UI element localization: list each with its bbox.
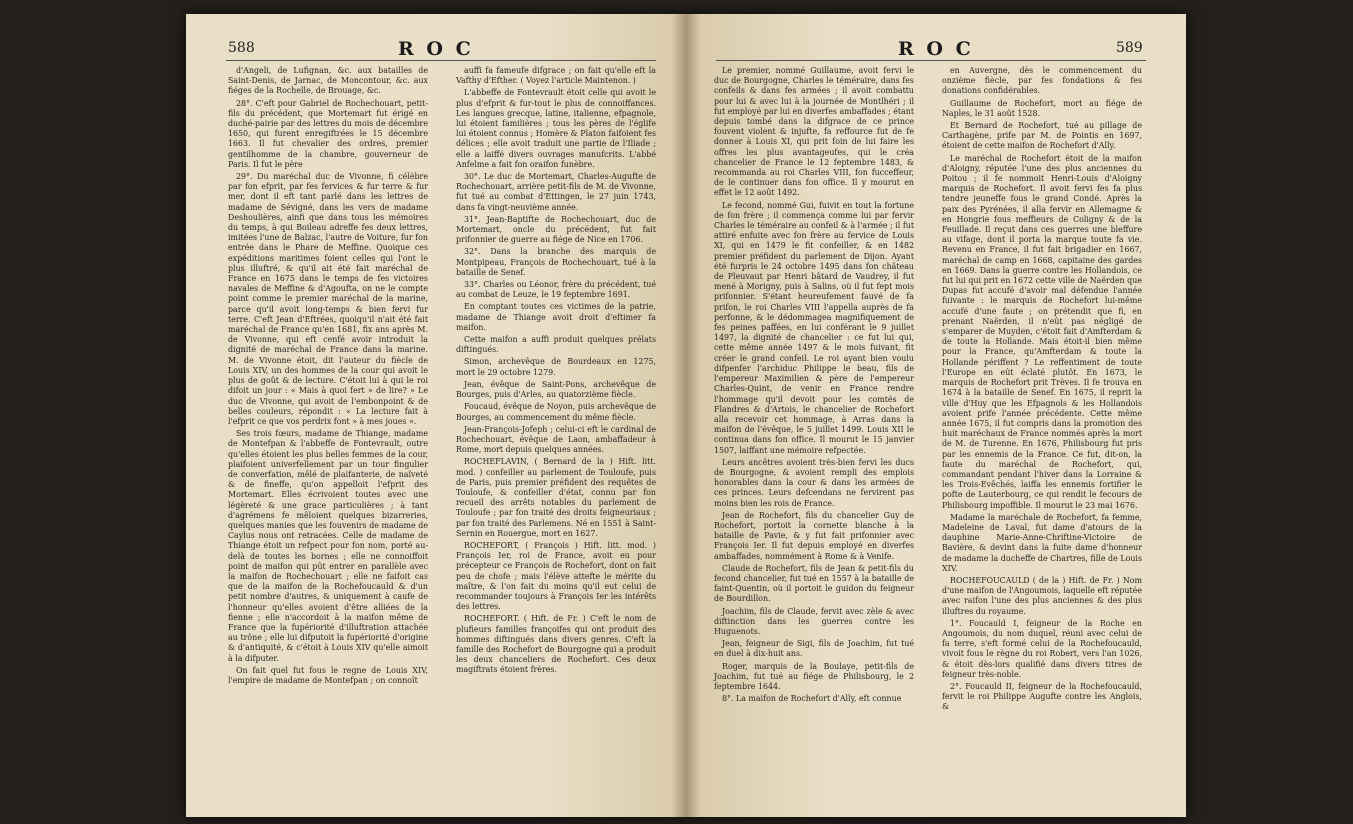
- paragraph: L'abbeffe de Fontevrault étoit celle qui avoit le plus d'efprit & fur-tout le plus de connoiffances. Les langues grecque, latine, italienne, efpagnole, lui étoient familières ; tous les pères de l'églife lui étoient connus ; Homère & Platon faifoient fes délices ; elle avoit traduit une partie de l'Iliade ; elle a laiffé divers ouvrages manufcrits. L'abbé Anfelme a fait fon oraifon funèbre.: [456, 88, 656, 169]
- paragraph: 31°. Jean-Baptifte de Rochechouart, duc de Mortemart, oncle du précédent, fut fait prifonnier de guerre au fiége de Nice en 1706.: [456, 214, 656, 245]
- paragraph: Cette maifon a auffi produit quelques prélats diftingués.: [456, 335, 656, 355]
- paragraph: 2°. Foucauld II, feigneur de la Rochefoucauld, fervit le roi Philippe Augufte contre les Anglois, &: [942, 681, 1142, 712]
- page-number: 588: [228, 40, 255, 56]
- paragraph: Jean de Rochefort, fils du chancelier Guy de Rochefort, portoit la cornette blanche à la bataille de Pavie, & y fut fait prifonnier avec François Ier. Il fut depuis employé en diverfes ambaffades, nommément à Rome & à Venife.: [714, 510, 914, 561]
- text-column-2: [942, 66, 1142, 715]
- paragraph: Le premier, nommé Guillaume, avoit fervi le duc de Bourgogne, Charles le téméraire, dans fes confeils & dans fes armées ; il avoit combattu pour lui & avec lui à la journée de Montlhéri ; il fut employé par lui en diverfes ambaffades ; étant depuis tombé dans la difgrace de ce prince fouvent violent & injufte, fa reffource fut de fe donner à Louis XI, qui prit foin de lui faire les offres les plus avantageufes, qui le créa chancelier de France le 12 feptembre 1483, & recommanda au roi Charles VIII, fon fucceffeur, de le continuer dans fon office. Il y mourut en effet le 12 août 1492.: [714, 66, 914, 198]
- paragraph: Ses trois fœurs, madame de Thiange, madame de Montefpan & l'abbeffe de Fontevrault, outre qu'elles étoient les plus belles femmes de la cour, plaifoient univerfellement par un tour fingulier de converfation, mêlé de plaifanterie, de naïveté & de fineffe, qu'on appelloit l'efprit des Mortemart. Elles écrivoient toutes avec une légèreté & une grace particulières ; à tant d'agrémens fe mêloient quelques bizarreries, quelques manies que les fouvenirs de madame de Caylus nous ont retracées. Celle de madame de Thiange étoit un refpect pour fon nom, porté au-delà de toutes les bornes ; elle ne connoiffoit point de maifon qui pût entrer en parallèle avec la maifon de Rochechouart ; elle ne faifoit cas que de la maifon de la Rochefoucauld & d'un petit nombre d'autres, & uniquement à caufe de l'honneur qu'elles avoient d'être alliées de la fienne ; elle n'accordoit à la maifon même de France que la fupériorité d'illuftration attachée au trône ; elle lui difputoit la fupériorité d'origine & d'antiquité, & c'étoit à Louis XIV qu'elle aimoit à la difputer.: [228, 429, 428, 663]
- paragraph: Jean, feigneur de Sigi, fils de Joachim, fut tué en duel à dix-huit ans.: [714, 639, 914, 659]
- paragraph: ROCHEFOUCAULD ( de la ) Hift. de Fr. ) Nom d'une maifon de l'Angoumois, laquelle eft réputée avec raifon l'une des plus anciennes & des plus illuftres du royaume.: [942, 575, 1142, 616]
- book-spread: [186, 14, 1186, 817]
- header-rule: [716, 60, 1146, 61]
- paragraph: 30°. Le duc de Mortemart, Charles-Augufte de Rochechouart, arrière petit-fils de M. de Vivonne, fut tué au combat d'Ettingen, le 27 juin 1743, dans fa vingt-neuvième année.: [456, 172, 656, 212]
- paragraph: Le maréchal de Rochefort étoit de la maifon d'Aloigny, réputée l'une des plus anciennes du Poitou ; il fe nommoit Henri-Louis d'Aloigny marquis de Rochefort. Il avoit fervi fes fa plus tendre jeuneffe fous le grand Condé. Après la paix des Pyrénées, il alla fervir en Allemagne & en Hongrie fous meffieurs de Coligny & de la Feuillade. Il reçut dans ces guerres une bleffure au vifage, dont il porta la marque toute fa vie. Revenu en France, il fut fait brigadier en 1667, maréchal de camp en 1668, capitaine des gardes en 1669. Dans la guerre contre les Hollandois, ce fut lui qui prit en 1672 cette ville de Naërden que Dupas fut accufé d'avoir mal défendue l'année fuivante : le marquis de Rochefort lui-même accufé d'une faute ; on prétendit que fi, en prenant Naërden, il n'eût pas négligé de s'emparer de Muyden, c'étoit fait d'Amfterdam & de toute la Hollande. Mais étoit-il bien même pour la France, qu'Amfterdam & toute la Hollande périffent ? Le reffentiment de toute l'Europe en eût éclaté plutôt. En 1673, le marquis de Rochefort prit Trèves. Il fe trouva en 1674 à la bataille de Senef. En 1675, il reprit la ville d'Huy que les Efpagnols & les Hollandois avoient prife l'année précédente. Cette même année 1675, il fut compris dans la promotion des huit maréchaux de France nommés après la mort de M. de Turenne. En 1676, Philisbourg fut pris par les ennemis de la France. Ce fut, dit-on, la faute du maréchal de Rochefort, qui, commandant pendant l'hiver dans la Lorraine & les Trois-Evêchés, laiffa les ennemis fortifier le pofte de Lauterbourg, ce qui rendit le fecours de Philisbourg impoffible. Il mourut le 23 mai 1676.: [942, 153, 1142, 510]
- text-column-2: [456, 66, 656, 678]
- paragraph: Joachim, fils de Claude, fervit avec zèle & avec diftinction dans les guerres contre les Huguenots.: [714, 606, 914, 636]
- paragraph: ROCHEFORT, ( François ) Hift. litt. mod. ) François Ier, roi de France, avoit eu pour précepteur ce François de Rochefort, dont on fait peu de chofe ; mais l'élève attefte le mérite du maître, & l'on fait du moins qu'il eut celui de recommander toujours à François Ier les intérêts des lettres.: [456, 540, 656, 612]
- paragraph: ROCHEFORT. ( Hift. de Fr. ) C'eft le nom de plufieurs familles françoifes qui ont produit des hommes diftingués dans divers genres. C'eft la famille des Rochefort de Bourgogne qui a produit les deux chanceliers de Rochefort. Ces deux magiftrats étoient frères.: [456, 614, 656, 675]
- paragraph: Leurs ancêtres avoient très-bien fervi les ducs de Bourgogne, & avoient rempli des emplois honorables dans la cour & dans les armées de ces princes. Leurs defcendans ne fervirent pas moins bien les rois de France.: [714, 457, 914, 508]
- paragraph: 29°. Du maréchal duc de Vivonne, fi célèbre par fon efprit, par fes fervices & fur terre & fur mer, dont il eft tant parlé dans les lettres de madame de Sévigné, dans les vers de madame Deshoulières, ainfi que dans tous les mémoires du temps, à qui Boileau adreffe fes deux lettres, imitées l'une de Balzac, l'autre de Voiture, fur fon entrée dans le Phare de Meffine. Quoique ces expéditions maritimes foient celles qui l'ont le plus illuftré, & qu'il ait été fait maréchal de France en 1675 dans le temps de fes victoires navales de Meffine & d'Agoufta, on ne le compte point comme le premier maréchal de la marine, parce qu'il avoit long-temps & bien fervi fur terre. C'eft Jean d'Eftrées, quoiqu'il n'ait été fait maréchal de France qu'en 1681, fix ans après M. de Vivonne, qui eft cenfé avoir introduit la dignité de maréchal de France dans la marine. M. de Vivonne étoit, dit l'auteur du fiècle de Louis XIV, un des hommes de la cour qui avoit le plus de goût & de lecture. C'étoit lui à qui le roi difoit un jour : « Mais à quoi fert » de lire? » Le duc de Vivonne, qui avoit de l'embonpoint & de belles couleurs, répondit : « La lecture fait à l'efprit ce que vos perdrix font » à mes joues ».: [228, 172, 428, 426]
- paragraph: Claude de Rochefort, fils de Jean & petit-fils du fecond chancelier, fut tué en 1557 à la bataille de faint-Quentin, où il portoit le guidon du feigneur de Bourdillon.: [714, 563, 914, 604]
- paragraph: 33°. Charles ou Léonor, frère du précédent, tué au combat de Leuze, le 19 feptembre 1691.: [456, 280, 656, 300]
- paragraph: 8°. La maifon de Rochefort d'Ally, eft connue: [722, 694, 902, 704]
- paragraph: en Auvergne, dès le commencement du onzième fiècle, par fes fondations & fes donations confidérables.: [942, 66, 1142, 96]
- paragraph: auffi fa fameufe difgrace ; on fait qu'elle eft la Vafthy d'Efther. ( Voyez l'article Maintenon. ): [456, 66, 656, 86]
- paragraph: On fait quel fut fous le regne de Louis XIV, l'empire de madame de Montefpan ; on connoît: [228, 665, 428, 685]
- text-column-1: [714, 66, 914, 706]
- paragraph: Simon, archevêque de Bourdeaux en 1275, mort le 29 octobre 1279.: [456, 357, 656, 377]
- paragraph: Madame la maréchale de Rochefort, fa femme, Madeleine de Laval, fut dame d'atours de la dauphine Marie-Anne-Chriftine-Victoire de Bavière, & devint dans la fuite dame d'honneur de madame la ducheffe de Chartres, fille de Louis XIV.: [942, 512, 1142, 573]
- running-head: R O C: [398, 38, 474, 60]
- paragraph: d'Angeli, de Lufignan, &c. aux batailles de Saint-Denis, de Jarnac, de Moncontour, &c. aux fiéges de la Rochelle, de Brouage, &c.: [228, 66, 428, 96]
- paragraph: Jean-François-Jofeph ; celui-ci eft le cardinal de Rochechouart, évêque de Laon, ambaffadeur à Rome, mort depuis quelques années.: [456, 424, 656, 455]
- paragraph: Guillaume de Rochefort, mort au fiége de Naples, le 31 août 1528.: [942, 98, 1142, 118]
- paragraph: ROCHEFLAVIN, ( Bernard de la ) Hift. litt. mod. ) confeiller au parlement de Touloufe, puis de Paris, puis premier préfident des requêtes de Touloufe, & confeiller d'état, connu par fon recueil des arrêts notables du parlement de Touloufe ; par fon traité des droits feigneuriaux ; par fon traité des Parlemens. Né en 1551 à Saint-Sernin en Rouergue, mort en 1627.: [456, 457, 656, 538]
- paragraph: En comptant toutes ces victimes de la patrie, madame de Thiange avoit droit d'eftimer fa maifon.: [456, 302, 656, 332]
- paragraph: Jean, évêque de Saint-Pons, archevêque de Bourges, puis d'Arles, au quatorzième fiècle.: [456, 379, 656, 400]
- page-number: 589: [1116, 40, 1143, 56]
- running-head: R O C: [898, 38, 974, 60]
- paragraph: Roger, marquis de la Boulaye, petit-fils de Joachim, fut tué au fiége de Philisbourg, le 2 feptembre 1644.: [714, 661, 914, 691]
- paragraph: Le fecond, nommé Gui, fuivit en tout la fortune de fon frère ; il commença comme lui par fervir Charles le téméraire au confeil & à l'armée ; il fut attiré enfuite avec fon frère au fervice de Louis XI, qui en 1479 le fit confeiller, & en 1482 premier préfident du parlement de Dijon. Ayant été furpris le 24 octobre 1495 dans fon château de Pleuvaut par Henri bâtard de Vaudrey, il fut mené à Morigny, puis à Salins, où il fut fept mois prifonnier. S'étant heureufement fauvé de fa prifon, le roi Charles VIII l'appella auprès de fa perfonne, & le dédommagea magnifiquement de fes peines paffées, en lui conférant le 9 juillet 1497, la dignité de chancelier : ce fut lui qui, cette même année 1497 & le mois fuivant, fit créer le grand confeil. Le roi ayant bien voulu difpenfer l'archiduc Philippe le beau, fils de l'empereur Maximilien & père de l'empereur Charles-Quint, de venir en France rendre l'hommage qu'il devoit pour les comtés de Flandres & d'Artois, le chancelier de Rochefort alla recevoir cet hommage, à Arras dans la maifon de l'évêque, le 5 juillet 1499. Louis XII le continua dans fon office. Il mourut le 15 janvier 1507, laiffant une mémoire refpectée.: [714, 200, 914, 455]
- left-page: [186, 14, 686, 817]
- paragraph: Et Bernard de Rochefort, tué au pillage de Carthagène, prife par M. de Pointis en 1697, étoient de cette maifon de Rochefort d'Ally.: [942, 121, 1142, 151]
- header-rule: [226, 60, 656, 61]
- paragraph: 32°. Dans la branche des marquis de Montpipeau, François de Rochechouart, tué à la bataille de Senef.: [456, 247, 656, 277]
- paragraph: 28°. C'eft pour Gabriel de Rochechouart, petit-fils du précédent, que Mortemart fut érigé en duché-pairie par des lettres du mois de décembre 1650, qui furent enregiftrées le 15 décembre 1663. Il fut chevalier des ordres, premier gentilhomme de la chambre, gouverneur de Paris. Il fut le père: [228, 98, 428, 169]
- paragraph: 1°. Foucauld I, feigneur de la Roche en Angoumois, du nom duquel, réuni avec celui de fa terre, s'eft formé celui de la Rochefoucauld, vivoit fous le règne du roi Robert, vers l'an 1026, & étoit dès-lors qualifié dans divers titres de feigneur très-noble.: [942, 618, 1142, 679]
- right-page: [686, 14, 1186, 817]
- text-column-1: [228, 66, 428, 688]
- paragraph: Foucaud, évêque de Noyon, puis archevêque de Bourges, au commencement du même fiècle.: [456, 402, 656, 422]
